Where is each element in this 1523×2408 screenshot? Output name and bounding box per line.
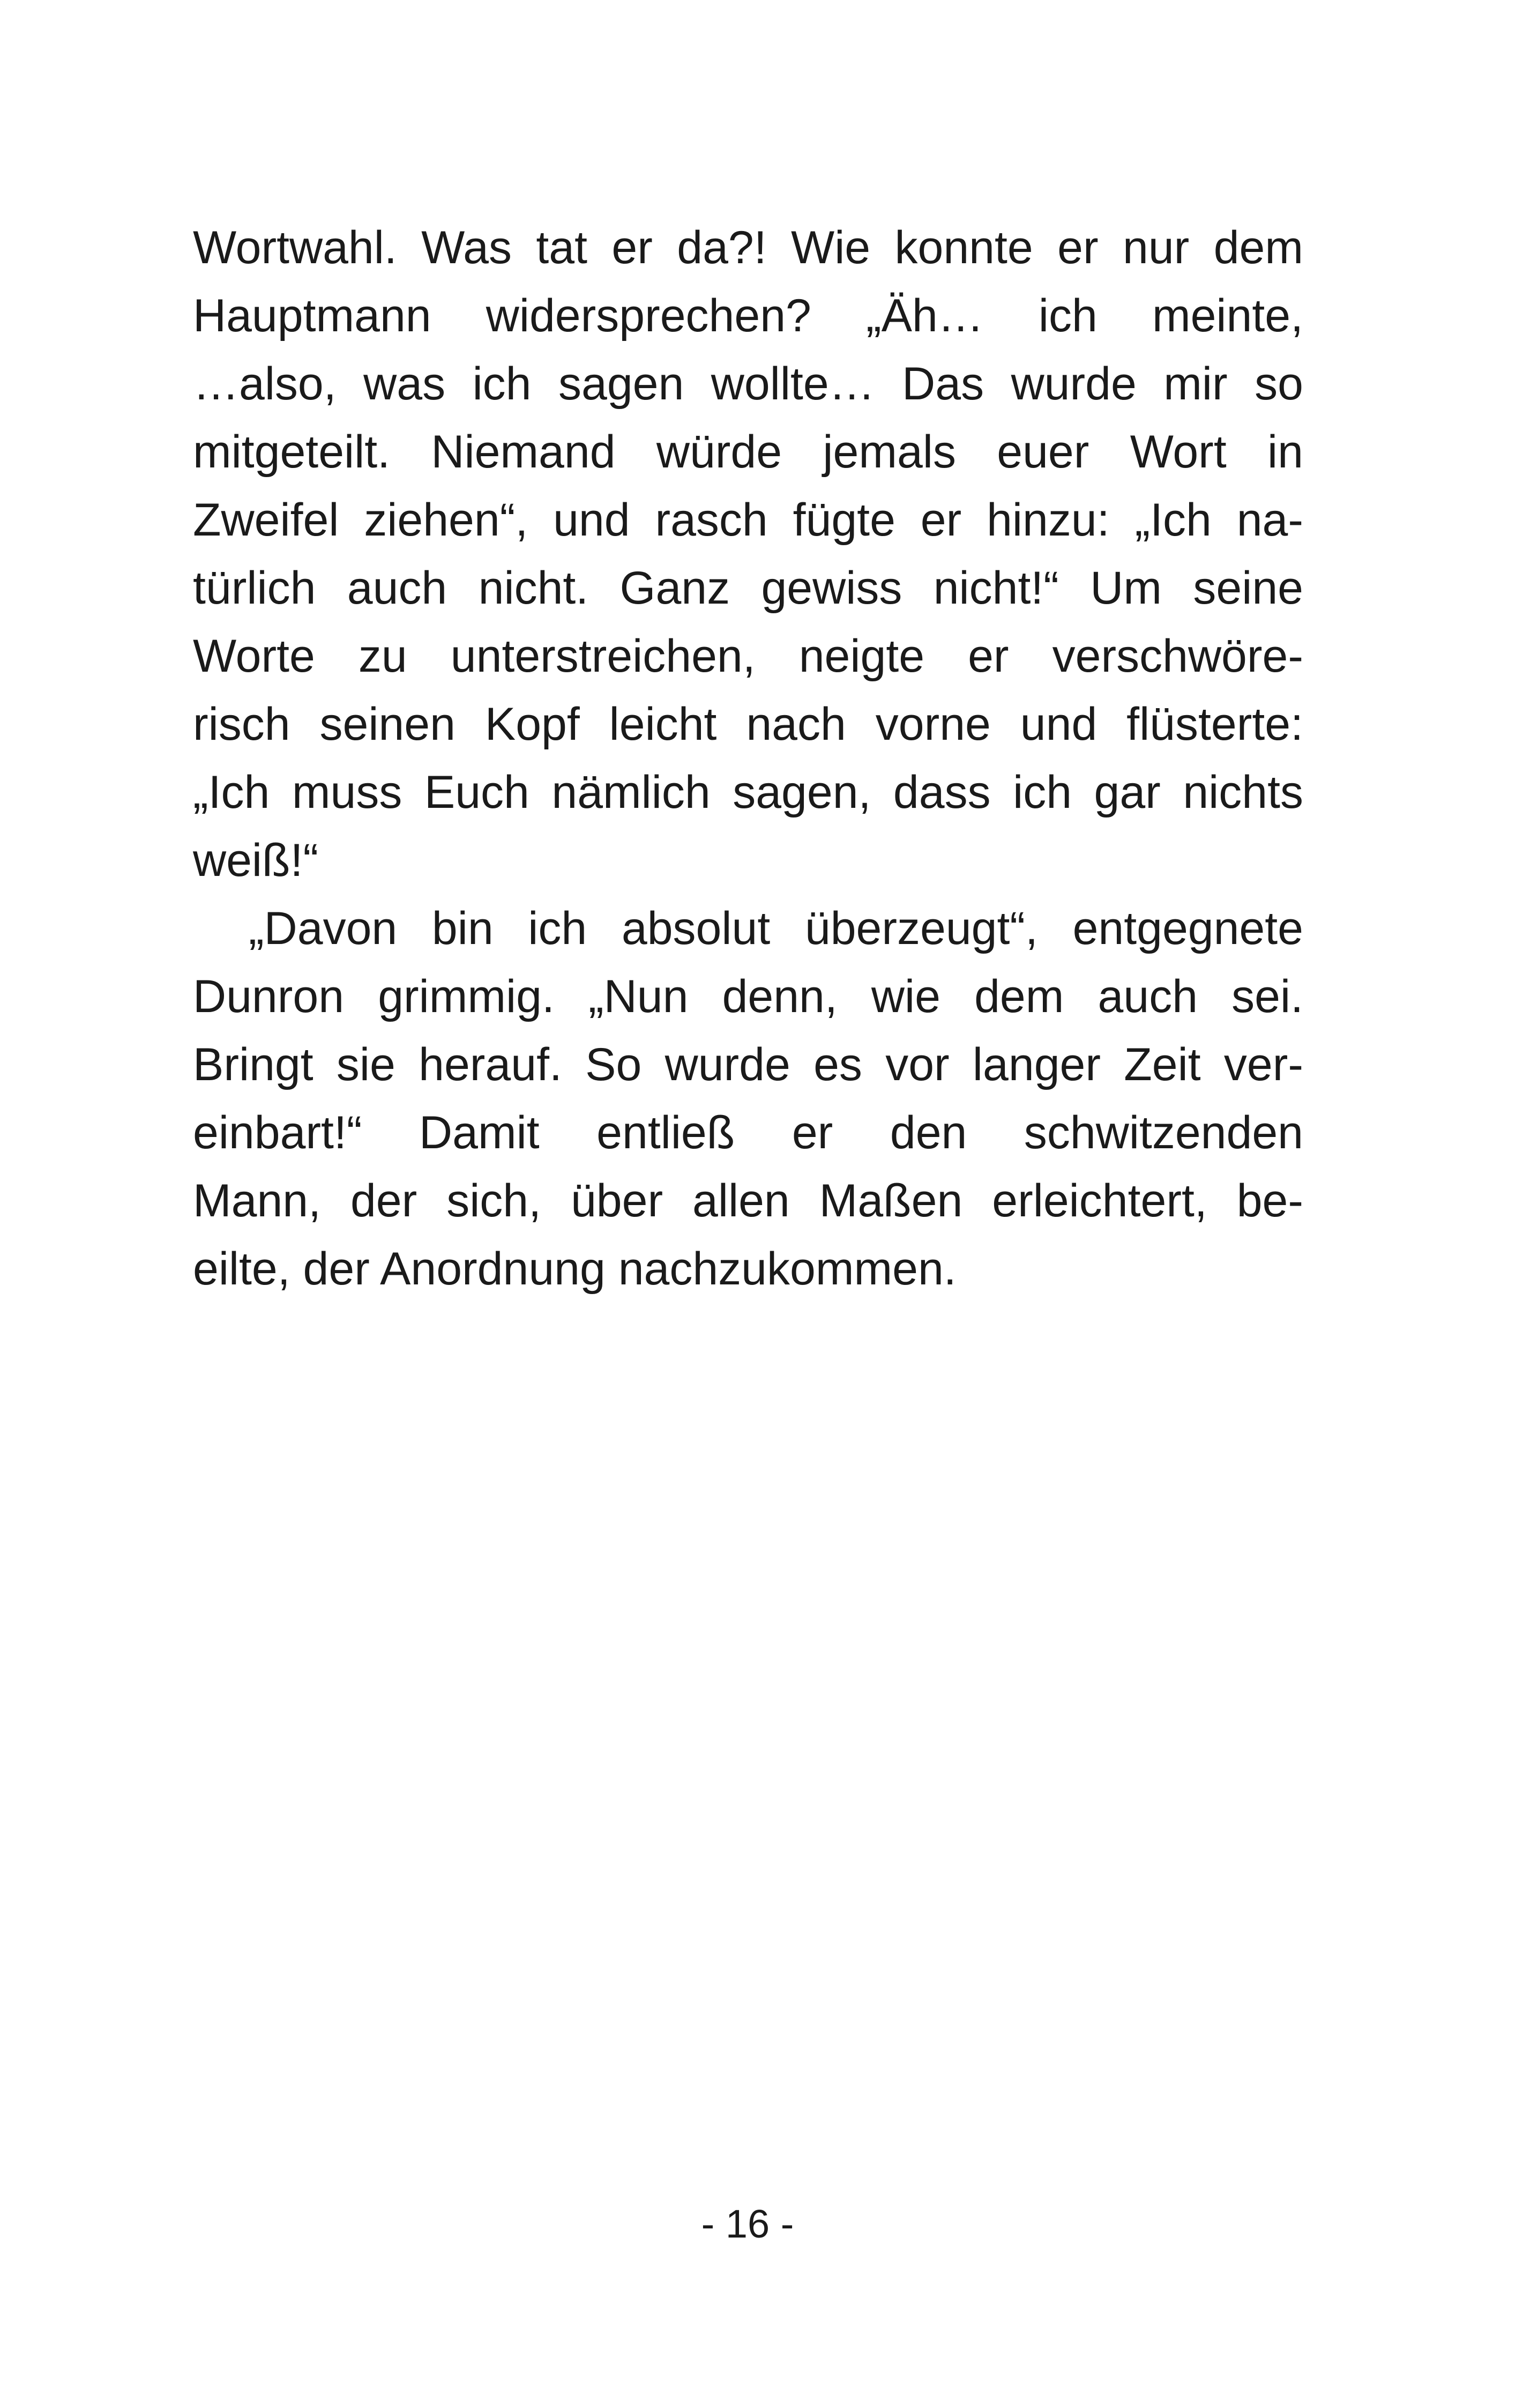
paragraph <box>193 214 1303 895</box>
text-line: Mann, der sich, über allen Maßen erleichtert, be- <box>193 1175 1303 1227</box>
text-line: „Davon bin ich absolut überzeugt“, entgegnete <box>249 903 1303 954</box>
text-line: …also, was ich sagen wollte… Das wurde mir so <box>193 358 1303 410</box>
paragraph <box>193 895 1303 1303</box>
text-line: Zweifel ziehen“, und rasch fügte er hinzu: „Ich na- <box>193 494 1303 546</box>
text-line: einbart!“ Damit entließ er den schwitzenden <box>193 1107 1303 1158</box>
page-number: - 16 - <box>701 2202 794 2246</box>
text-block <box>193 214 1303 1303</box>
text-line: Dunron grimmig. „Nun denn, wie dem auch sei. <box>193 971 1303 1022</box>
text-line: Wortwahl. Was tat er da?! Wie konnte er nur dem <box>193 222 1303 273</box>
text-line: Hauptmann widersprechen? „Äh… ich meinte, <box>193 290 1303 341</box>
text-line: eilte, der Anordnung nachzukommen. <box>193 1243 957 1295</box>
text-line: türlich auch nicht. Ganz gewiss nicht!“ Um seine <box>193 562 1303 614</box>
text-line: weiß!“ <box>193 835 319 886</box>
text-line: „Ich muss Euch nämlich sagen, dass ich gar nichts <box>193 767 1303 818</box>
text-line: Bringt sie herauf. So wurde es vor langer Zeit ver- <box>193 1039 1303 1090</box>
text-line: mitgeteilt. Niemand würde jemals euer Wort in <box>193 426 1303 478</box>
text-line: Worte zu unterstreichen, neigte er verschwöre- <box>193 630 1303 682</box>
text-line: risch seinen Kopf leicht nach vorne und flüsterte: <box>193 698 1303 750</box>
